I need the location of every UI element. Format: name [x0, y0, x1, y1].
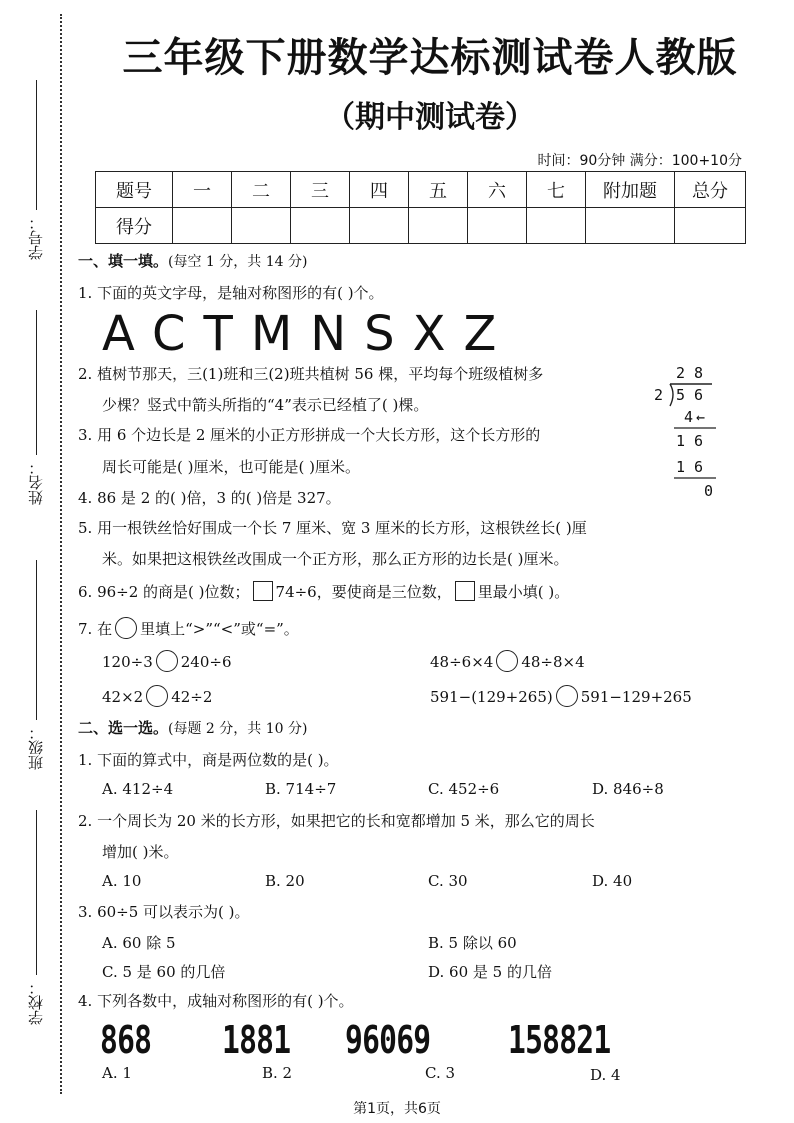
letters-figure: ACTMNSXZ [102, 306, 515, 362]
binding-dashed-line [60, 14, 62, 1094]
s2-q2-option-b[interactable]: B. 20 [265, 872, 305, 890]
s1-question-2-line1: 2. 植树节那天，三(1)班和三(2)班共植树 56 棵，平均每个班级植树多 [78, 365, 544, 383]
student-name-field[interactable] [14, 310, 54, 520]
compare-right: 48÷8×4 [521, 653, 585, 671]
s2-q4-option-d[interactable]: D. 4 [590, 1066, 621, 1084]
s2-q1-option-c[interactable]: C. 452÷6 [428, 780, 500, 798]
section2-title: 二、选一选。 [78, 719, 169, 737]
s2-q1-option-d[interactable]: D. 846÷8 [592, 780, 664, 798]
score-cell[interactable] [468, 208, 527, 244]
s2-question-2-line1: 2. 一个周长为 20 米的长方形，如果把它的长和宽都增加 5 米，那么它的周长 [78, 812, 595, 830]
division-step-16b: 1 6 [676, 458, 704, 476]
compare-item [430, 650, 585, 672]
compare-circle[interactable] [556, 685, 578, 707]
score-header-cell: 六 [468, 172, 527, 208]
division-step-16a: 1 6 [676, 432, 704, 450]
section1-note: (每空 1 分，共 14 分) [168, 254, 308, 270]
s2-question-2-line2: 增加( )米。 [102, 843, 179, 861]
s1-question-5-line1: 5. 用一根铁丝恰好围成一个长 7 厘米、宽 3 厘米的长方形，这根铁丝长( )厘 [78, 519, 587, 537]
s1-question-5-line2: 米。如果把这根铁丝改围成一个正方形，那么正方形的边长是( )厘米。 [102, 550, 569, 568]
compare-left: 591−(129+265) [430, 688, 553, 706]
digital-number-158821: 158821 [508, 1018, 611, 1062]
digit-box[interactable] [253, 581, 273, 601]
s2-q2-option-a[interactable]: A. 10 [102, 872, 142, 890]
score-header-cell: 五 [409, 172, 468, 208]
s1-question-3-line1: 3. 用 6 个边长是 2 厘米的小正方形拼成一个大长方形，这个长方形的 [78, 426, 541, 444]
page-title: 三年级下册数学达标测试卷人教版 [122, 35, 738, 81]
s1-q6-part2: 74÷6，要使商是三位数， [275, 583, 452, 601]
score-header-cell: 三 [291, 172, 350, 208]
s2-q4-option-c[interactable]: C. 3 [425, 1064, 456, 1082]
section1-heading [78, 251, 307, 272]
s2-question-4: 4. 下列各数中，成轴对称图形的有( )个。 [78, 992, 354, 1010]
school-label: 学校： [27, 980, 45, 1025]
score-table [95, 171, 746, 244]
score-header-cell: 总分 [675, 172, 746, 208]
compare-right: 591−129+265 [580, 688, 692, 706]
page-subtitle: （期中测试卷） [325, 100, 535, 135]
score-table-header-row [96, 172, 746, 208]
division-step-4: 4 [684, 408, 694, 426]
student-id-underline [36, 80, 37, 210]
s2-q1-option-b[interactable]: B. 714÷7 [265, 780, 337, 798]
s2-q3-option-a[interactable]: A. 60 除 5 [102, 934, 176, 952]
school-field[interactable] [14, 810, 54, 1035]
score-header-cell: 一 [173, 172, 232, 208]
s2-question-3: 3. 60÷5 可以表示为( )。 [78, 903, 250, 921]
score-header-cell: 二 [232, 172, 291, 208]
compare-circle[interactable] [115, 617, 137, 639]
compare-item [430, 685, 692, 707]
score-cell[interactable] [173, 208, 232, 244]
class-field[interactable] [14, 560, 54, 785]
division-remainder: 0 [704, 482, 714, 500]
digit-box[interactable] [455, 581, 475, 601]
compare-right: 42÷2 [171, 688, 213, 706]
score-cell[interactable] [527, 208, 586, 244]
s1-q7-part2: 里填上“>”“<”或“=”。 [140, 620, 299, 638]
student-id-label: 学号： [27, 215, 45, 260]
compare-right: 240÷6 [180, 653, 232, 671]
section1-title: 一、填一填。 [78, 252, 169, 270]
s1-q6-part1: 6. 96÷2 的商是( )位数； [78, 583, 250, 601]
s1-question-7 [78, 617, 299, 639]
score-header-cell: 附加题 [586, 172, 675, 208]
s1-question-2-line2: 少棵？竖式中箭头所指的“4”表示已经植了( )棵。 [102, 396, 429, 414]
s2-q4-option-b[interactable]: B. 2 [262, 1064, 293, 1082]
s1-question-6 [78, 581, 569, 602]
compare-circle[interactable] [156, 650, 178, 672]
s2-q3-option-c[interactable]: C. 5 是 60 的几倍 [102, 963, 226, 981]
score-row-label: 得分 [96, 208, 173, 244]
score-cell[interactable] [350, 208, 409, 244]
s1-question-4: 4. 86 是 2 的( )倍，3 的( )倍是 327。 [78, 489, 341, 507]
section2-note: (每题 2 分，共 10 分) [168, 721, 308, 737]
division-dividend: 5 6 [676, 386, 704, 404]
s2-q3-option-b[interactable]: B. 5 除以 60 [428, 934, 517, 952]
s2-question-1: 1. 下面的算式中，商是两位数的是( )。 [78, 751, 339, 769]
compare-item [102, 685, 212, 707]
compare-item [102, 650, 232, 672]
score-header-cell: 七 [527, 172, 586, 208]
student-id-field[interactable] [14, 80, 54, 260]
student-name-label: 姓名： [27, 460, 45, 505]
division-divisor: 2 [654, 386, 664, 404]
digital-number-868: 868 [100, 1018, 152, 1062]
score-cell[interactable] [675, 208, 746, 244]
s1-q6-part3: 里最小填( )。 [477, 583, 570, 601]
score-cell[interactable] [232, 208, 291, 244]
time-info: 时间：90分钟 满分：100+10分 [537, 153, 742, 169]
score-cell[interactable] [586, 208, 675, 244]
score-header-cell: 四 [350, 172, 409, 208]
school-underline [36, 810, 37, 975]
page-footer: 第1页，共6页 [353, 1101, 441, 1117]
score-cell[interactable] [291, 208, 350, 244]
compare-circle[interactable] [146, 685, 168, 707]
s1-q7-part1: 7. 在 [78, 620, 113, 638]
s2-q2-option-d[interactable]: D. 40 [592, 872, 633, 890]
class-underline [36, 560, 37, 720]
digital-number-96069: 96069 [345, 1018, 431, 1062]
score-table-score-row [96, 208, 746, 244]
class-label: 班级： [27, 725, 45, 770]
compare-circle[interactable] [496, 650, 518, 672]
s2-q3-option-d[interactable]: D. 60 是 5 的几倍 [428, 963, 552, 981]
s1-question-1: 1. 下面的英文字母，是轴对称图形的有( )个。 [78, 284, 384, 302]
score-cell[interactable] [409, 208, 468, 244]
digital-number-1881: 1881 [222, 1018, 291, 1062]
s2-q2-option-c[interactable]: C. 30 [428, 872, 468, 890]
section2-heading [78, 718, 307, 739]
student-name-underline [36, 310, 37, 455]
score-header-cell: 题号 [96, 172, 173, 208]
s1-question-3-line2: 周长可能是( )厘米，也可能是( )厘米。 [102, 458, 360, 476]
s2-q1-option-a[interactable]: A. 412÷4 [102, 780, 174, 798]
compare-left: 42×2 [102, 688, 144, 706]
division-quotient: 2 8 [676, 364, 704, 382]
division-arrow-icon: ← [696, 408, 706, 426]
compare-left: 120÷3 [102, 653, 153, 671]
long-division-figure [648, 360, 728, 510]
s2-q4-option-a[interactable]: A. 1 [102, 1064, 132, 1082]
compare-left: 48÷6×4 [430, 653, 494, 671]
